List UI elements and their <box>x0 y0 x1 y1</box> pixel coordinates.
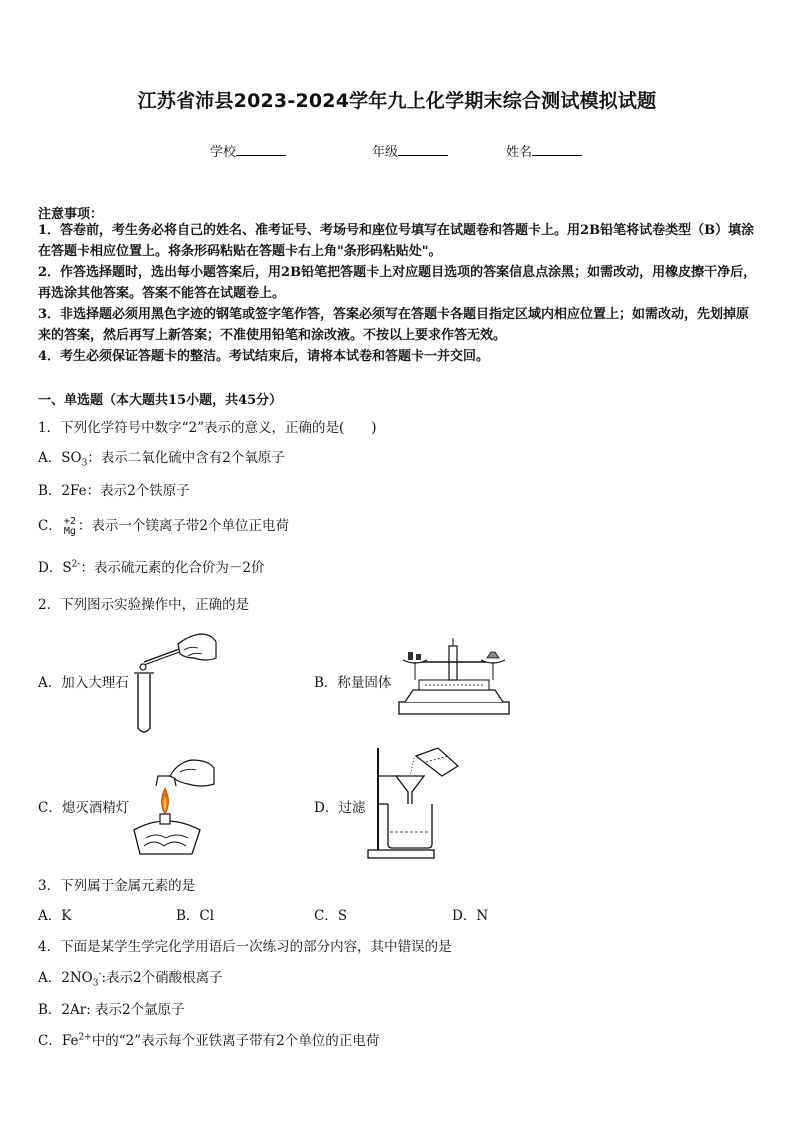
beaker <box>388 804 432 848</box>
tweezers <box>144 648 182 662</box>
q1-stem: 1．下列化学符号中数字“2”表示的意义，正确的是( ) <box>38 420 377 436</box>
hand-icon <box>178 634 216 660</box>
marble-piece <box>140 664 146 670</box>
q2-option-d[interactable]: D．过滤 <box>314 800 366 816</box>
balance-base <box>399 702 509 714</box>
note-item-2: 2．作答选择题时，选出每小题答案后，用2B铅笔把答题卡上对应题目选项的答案信息点涂黑；如需改动，用橡皮擦干净后，再选涂其他答案。答案不能答在试题卷上。 <box>38 265 757 301</box>
q1-c-valence: +2 <box>63 516 76 527</box>
q4-option-b[interactable]: B．2Ar: 表示2个氩原子 <box>38 1002 185 1018</box>
q2-option-a[interactable]: A．加入大理石 <box>38 675 129 691</box>
note-item-1: 1．答卷前，考生务必将自己的姓名、准考证号、考场号和座位号填写在试题卷和答题卡上。用2B铅笔将试卷类型（B）填涂在答题卡相应位置上。将条形码粘贴在答题卡右上角"条形码粘贴处"。 <box>38 223 755 259</box>
school-field[interactable] <box>210 141 286 160</box>
q4-a-subscript: 3 <box>92 978 99 989</box>
funnel <box>396 776 424 808</box>
q3-option-a[interactable]: A．K <box>38 908 72 924</box>
grade-field[interactable] <box>372 141 448 160</box>
note-item-4: 4．考生必须保证答题卡的整洁。考试结束后，请将本试卷和答题卡一并交回。 <box>38 349 490 364</box>
hand-icon <box>170 760 214 786</box>
q2-option-c[interactable]: C．熄灭酒精灯 <box>38 800 130 816</box>
pouring-beaker <box>416 748 458 776</box>
q4-option-c[interactable] <box>38 1029 379 1049</box>
grade-blank[interactable] <box>398 143 448 156</box>
q1-a-text: ：表示二氧化硫中含有2个氧原子 <box>87 450 285 466</box>
balance-pillar <box>449 646 457 680</box>
balance-figure <box>395 636 513 718</box>
name-field[interactable] <box>506 141 582 160</box>
q1-option-d[interactable] <box>38 556 264 576</box>
alcohol-lamp-figure <box>130 758 216 858</box>
q2-option-b[interactable]: B．称量固体 <box>314 675 392 691</box>
q3-option-c[interactable]: C．S <box>314 908 348 924</box>
q4-a-superscript: - <box>98 969 102 980</box>
q3-option-d[interactable]: D．N <box>452 908 489 924</box>
q3-stem: 3．下列属于金属元素的是 <box>38 878 196 894</box>
school-label: 学校 <box>210 145 237 160</box>
q1-option-b[interactable]: B．2Fe：表示2个铁原子 <box>38 483 190 499</box>
grade-label: 年级 <box>372 145 399 160</box>
q1-a-formula: A．SO <box>38 450 82 466</box>
q4-a-formula: A．2NO <box>38 970 93 986</box>
notes-heading: 注意事项： <box>38 207 104 222</box>
page-title: 江苏省沛县2023-2024学年九上化学期末综合测试模拟试题 <box>137 90 657 112</box>
filtration-figure <box>366 746 466 860</box>
q1-c-element: Mg <box>63 526 76 537</box>
name-blank[interactable] <box>532 143 582 156</box>
q1-d-superscript: 2- <box>71 559 81 570</box>
test-tube <box>138 674 150 732</box>
q1-option-c[interactable] <box>38 514 289 537</box>
q4-option-a[interactable] <box>38 966 223 989</box>
q1-d-formula: D．S <box>38 560 72 576</box>
q1-a-subscript: 3 <box>81 458 88 469</box>
name-label: 姓名 <box>506 145 533 160</box>
q4-stem: 4．下面是某学生学完化学用语后一次练习的部分内容，其中错误的是 <box>38 939 452 955</box>
school-blank[interactable] <box>236 143 286 156</box>
section-heading: 一、单选题（本大题共15小题，共45分） <box>38 393 283 408</box>
weight-icon <box>408 652 413 660</box>
solid-sample <box>487 652 499 658</box>
q2-stem: 2．下列图示实验操作中，正确的是 <box>38 597 250 613</box>
q1-c-text: ：表示一个镁离子带2个单位正电荷 <box>77 518 289 534</box>
q3-option-b[interactable]: B．Cl <box>176 908 215 924</box>
q1-c-valence-symbol <box>64 517 76 537</box>
note-item-3: 3．非选择题必须用黑色字迹的钢笔或签字笔作答，答案必须写在答题卡各题目指定区域内相应位置上；如需改动，先划掉原来的答案，然后再写上新答案；不准使用铅笔和涂改液。不按以上要求作答无效。 <box>38 307 750 343</box>
q4-a-text: :表示2个硝酸根离子 <box>101 970 223 986</box>
add-marble-figure <box>128 628 218 734</box>
q1-c-label: C． <box>38 518 62 534</box>
q4-c-text: 中的“2”表示每个亚铁离子带有2个单位的正电荷 <box>91 1033 380 1049</box>
q1-d-text: ：表示硫元素的化合价为－2价 <box>80 560 265 576</box>
q1-option-a[interactable] <box>38 446 285 469</box>
q4-c-superscript: 2+ <box>78 1032 92 1043</box>
q4-c-formula: C．Fe <box>38 1033 79 1049</box>
iron-stand-base <box>368 850 434 858</box>
